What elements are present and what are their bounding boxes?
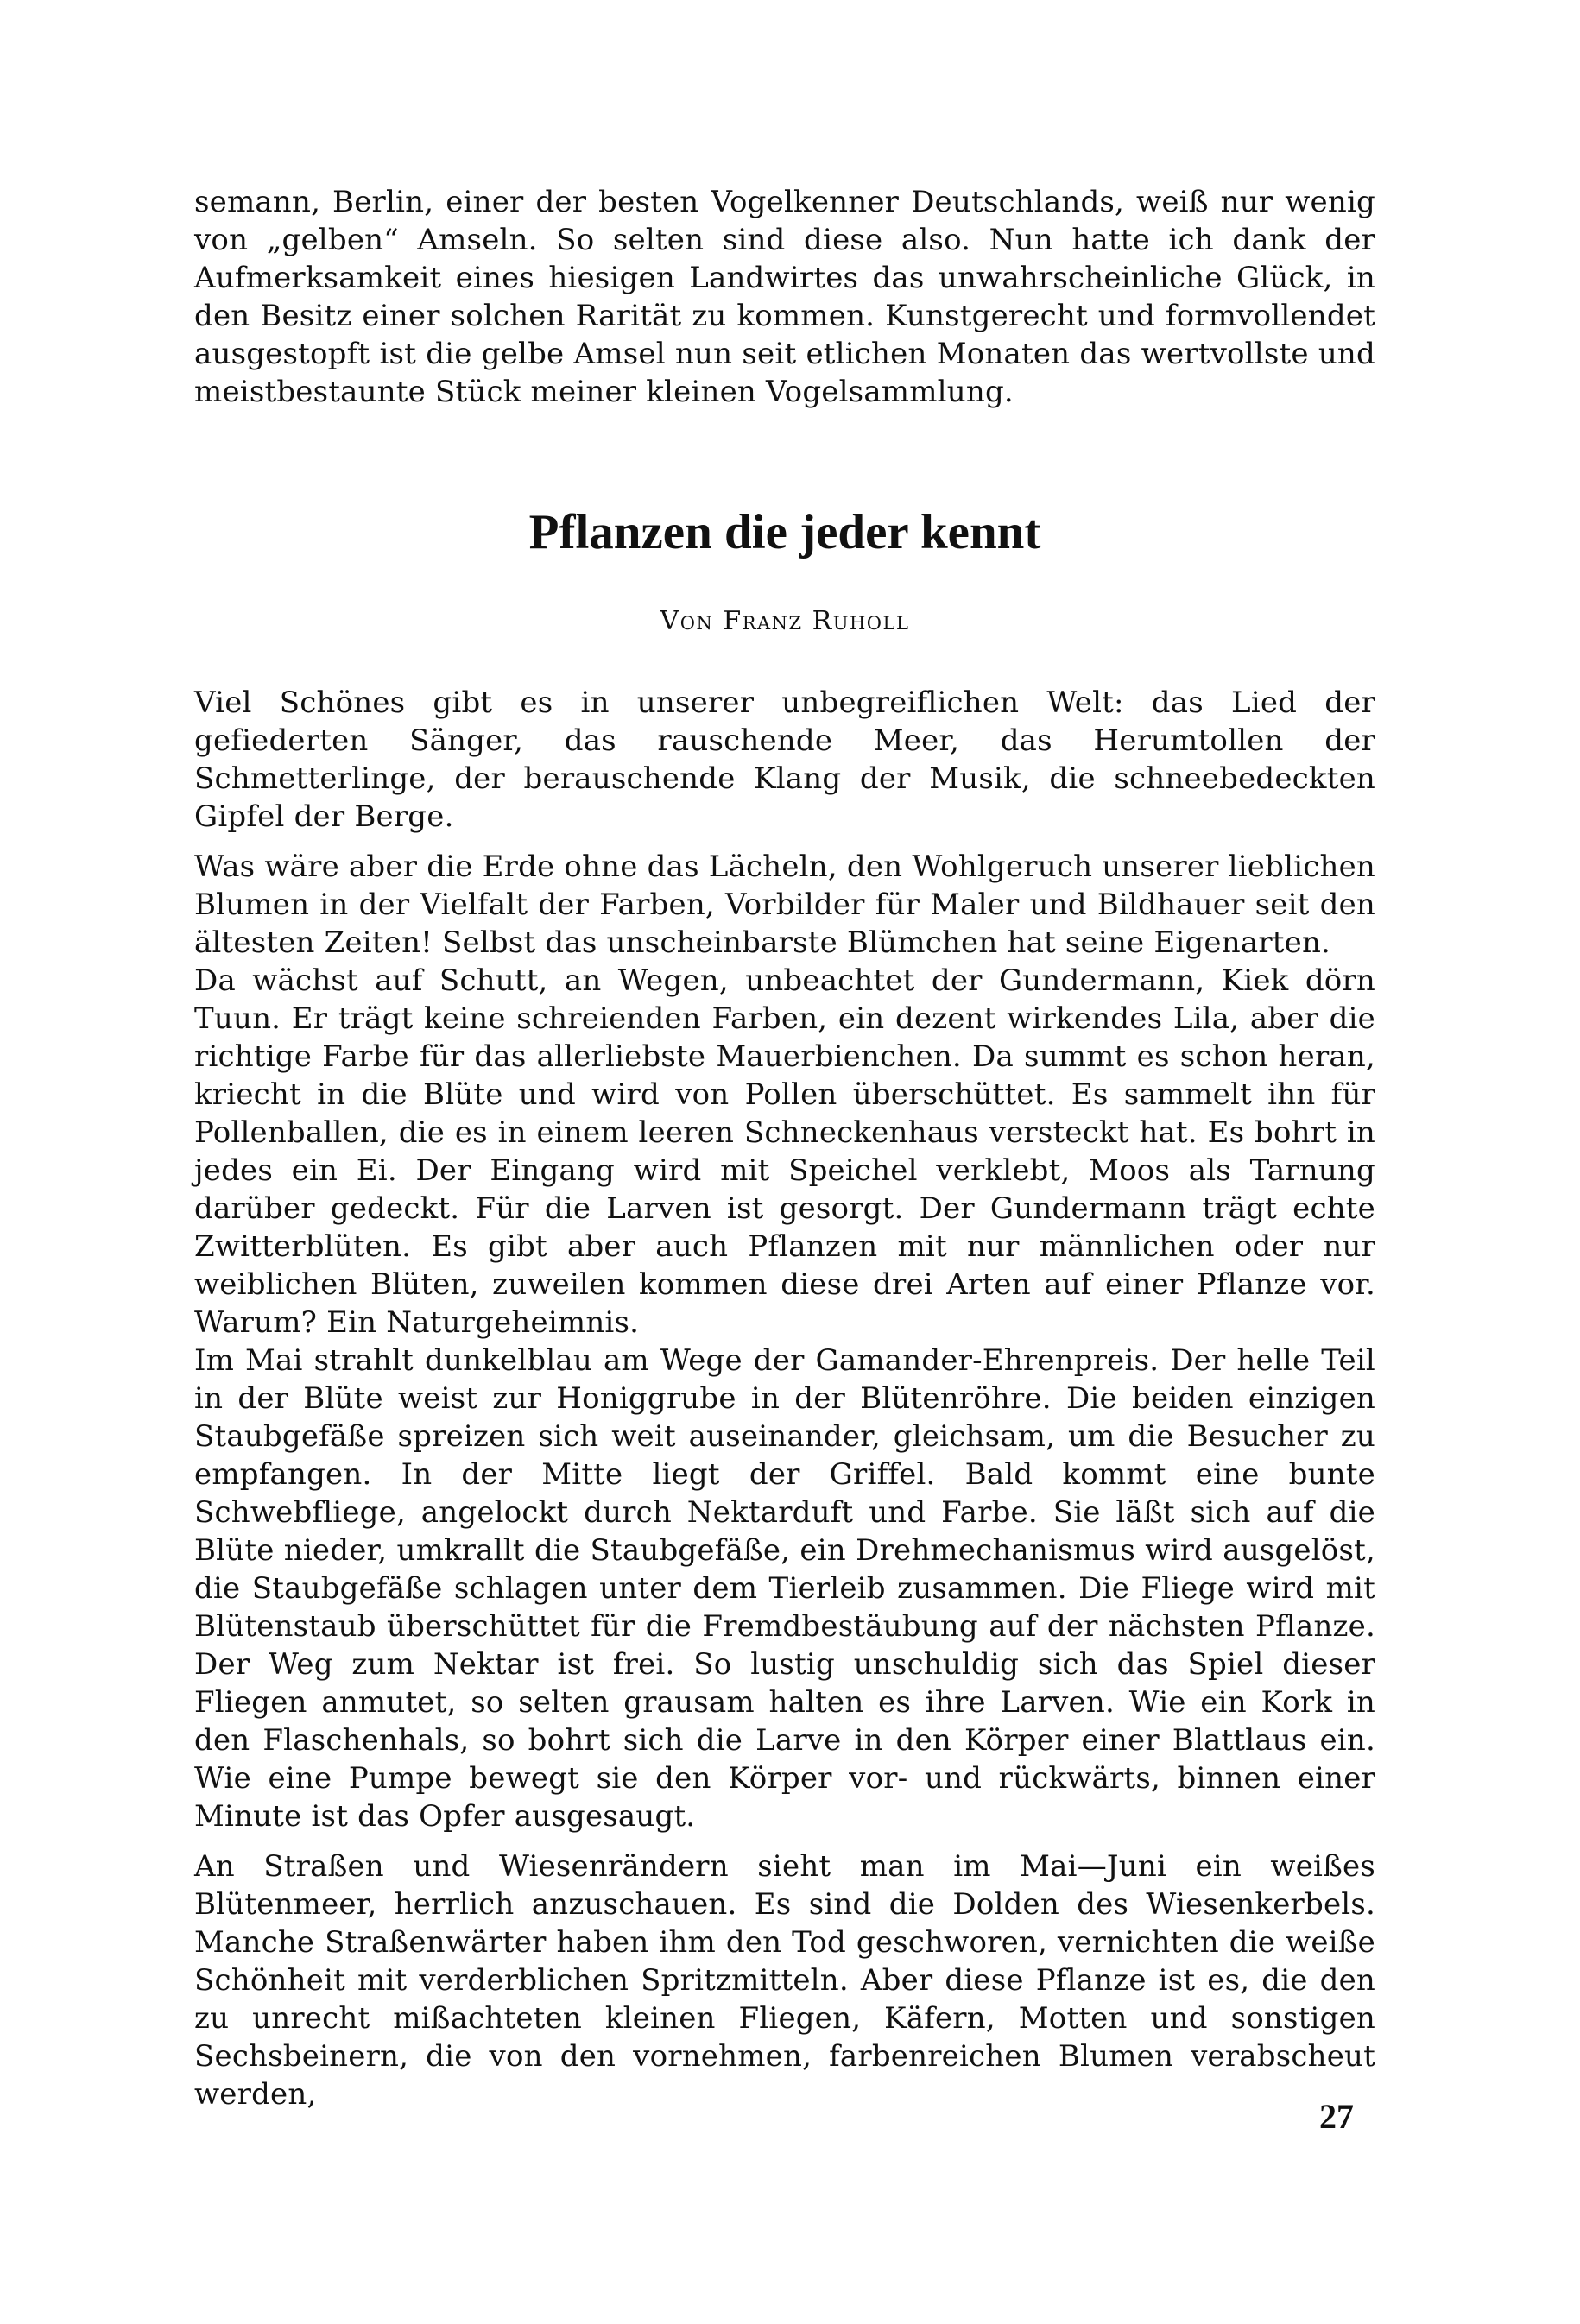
article-paragraph-1: Viel Schönes gibt es in unserer unbegreiflichen Welt: das Lied der gefiederten Sänger, das rauschende Meer, das Herumtollen der Schmetterlinge, der berauschende Klang der Musik, die schneebedeckten Gipfel der Berge.	[194, 685, 1375, 834]
document-page	[194, 183, 1375, 2112]
article-paragraph-3: Da wächst auf Schutt, an Wegen, unbeachtet der Gundermann, Kiek dörn Tuun. Er trägt keine schreienden Farben, ein dezent wirkendes Lila, aber die richtige Farbe für das allerliebste Mauerbienchen. Da summt es schon heran, kriecht in die Blüte und wird von Pollen überschüttet. Es sammelt ihn für Pollenballen, die es in einem leeren Schneckenhaus versteckt hat. Es bohrt in jedes ein Ei. Der Eingang wird mit Speichel verklebt, Moos als Tarnung darüber gedeckt. Für die Larven ist gesorgt. Der Gundermann trägt echte Zwitterblüten. Es gibt aber auch Pflanzen mit nur männlichen oder nur weiblichen Blüten, zuweilen kommen diese drei Arten auf einer Pflanze vor. Warum? Ein Naturgeheimnis.	[194, 963, 1375, 1340]
article-paragraph-5: An Straßen und Wiesenrändern sieht man im Mai—Juni ein weißes Blütenmeer, herrlich anzuschauen. Es sind die Dolden des Wiesenkerbels. Manche Straßenwärter haben ihm den Tod geschworen, vernichten die weiße Schönheit mit verderblichen Spritzmitteln. Aber diese Pflanze ist es, die den zu unrecht mißachteten kleinen Fliegen, Käfern, Motten und sonstigen Sechsbeinern, die von den vornehmen, farbenreichen Blumen verabscheut werden,	[194, 1849, 1375, 2112]
article-body	[194, 684, 1375, 2113]
article-paragraph-4: Im Mai strahlt dunkelblau am Wege der Gamander-Ehrenpreis. Der helle Teil in der Blüte weist zur Honiggrube in der Blütenröhre. Die beiden einzigen Staubgefäße spreizen sich weit auseinander, gleichsam, um die Besucher zu empfangen. In der Mitte liegt der Griffel. Bald kommt eine bunte Schwebfliege, angelockt durch Nektarduft und Farbe. Sie läßt sich auf die Blüte nieder, umkrallt die Staubgefäße, ein Drehmechanismus wird ausgelöst, die Staubgefäße schlagen unter dem Tierleib zusammen. Die Fliege wird mit Blütenstaub überschüttet für die Fremdbestäubung auf der nächsten Pflanze. Der Weg zum Nektar ist frei. So lustig unschuldig sich das Spiel dieser Fliegen anmutet, so selten grausam halten es ihre Larven. Wie ein Kork in den Flaschenhals, so bohrt sich die Larve in den Körper einer Blattlaus ein. Wie eine Pumpe bewegt sie den Körper vor- und rückwärts, binnen einer Minute ist das Opfer ausgesaugt.	[194, 1343, 1375, 1834]
article-byline: Von Franz Ruholl	[660, 606, 910, 636]
article-title: Pflanzen die jeder kennt	[528, 505, 1041, 559]
article-paragraph-2: Was wäre aber die Erde ohne das Lächeln, den Wohlgeruch unserer lieblichen Blumen in der Vielfalt der Farben, Vorbilder für Maler und Bildhauer seit den ältesten Zeiten! Selbst das unscheinbarste Blümchen hat seine Eigenarten.	[194, 849, 1375, 960]
page-number: 27	[1319, 2097, 1354, 2136]
continuation-paragraph: semann, Berlin, einer der besten Vogelkenner Deutschlands, weiß nur wenig von „gelben“ Amseln. So selten sind diese also. Nun hatte ich dank der Aufmerksamkeit eines hiesigen Landwirtes das unwahrscheinliche Glück, in den Besitz einer solchen Rarität zu kommen. Kunstgerecht und formvollendet ausgestopft ist die gelbe Amsel nun seit etlichen Monaten das wertvollste und meistbestaunte Stück meiner kleinen Vogelsammlung.	[194, 185, 1375, 409]
